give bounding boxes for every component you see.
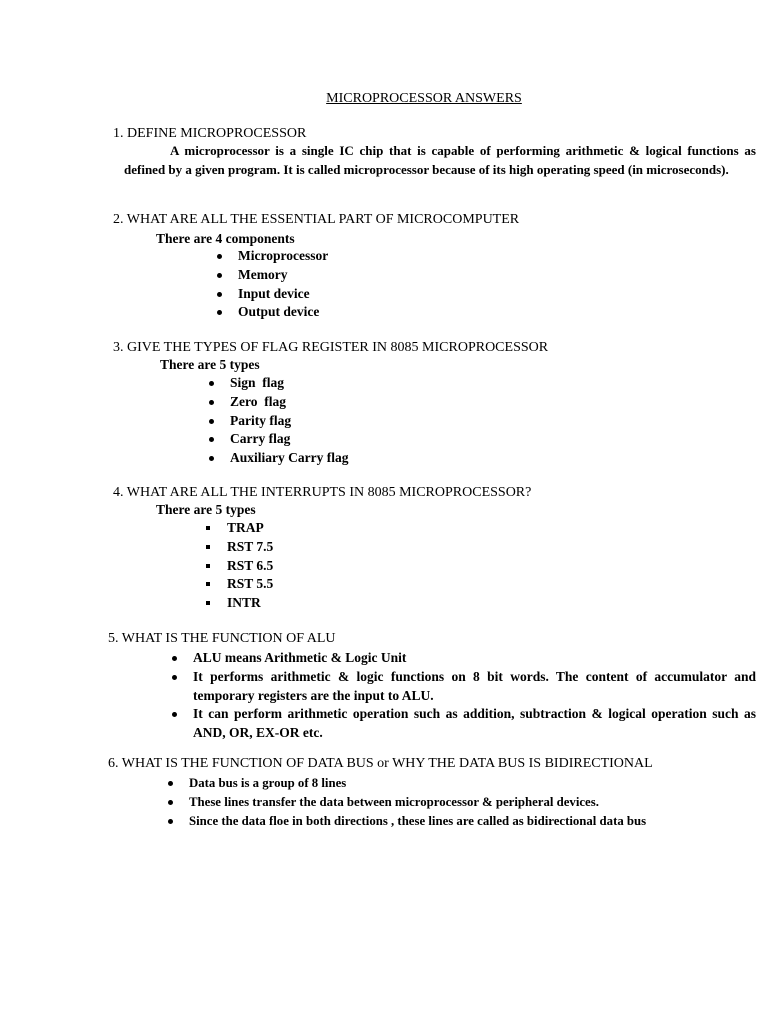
page-title: MICROPROCESSOR ANSWERS [326,91,522,106]
section-1-body [124,142,756,179]
section-3-intro [160,356,260,375]
list-item: RST 5.5 [227,575,273,594]
section-5-list [193,649,756,743]
list-item: Microprocessor [238,247,328,266]
section-intro: There are 5 types [156,502,256,517]
section-4-intro [156,501,256,520]
section-intro: There are 5 types [160,357,260,372]
list-item: Data bus is a group of 8 lines [189,774,759,793]
section-4-list [227,519,273,613]
alu-list [193,649,756,743]
list-item: Input device [238,285,328,304]
list-item: It performs arithmetic & logic functions on 8 bit words. The content of accumulator and temporary registers are the input to ALU. [193,668,756,706]
list-item: RST 6.5 [227,557,273,576]
section-heading: 1. DEFINE MICROPROCESSOR [113,126,307,141]
list-item: Zero flag [230,393,348,412]
section-heading: 3. GIVE THE TYPES OF FLAG REGISTER IN 8085 MICROPROCESSOR [113,340,549,355]
section-paragraph [124,142,756,179]
list-item: ALU means Arithmetic & Logic Unit [193,649,756,668]
list-item: Output device [238,303,328,322]
list-item: These lines transfer the data between microprocessor & peripheral devices. [189,793,759,812]
list-item: INTR [227,594,273,613]
section-2-list [238,247,328,322]
section-3 [113,339,548,357]
data-bus-list [189,774,759,830]
section-2-intro [156,230,295,249]
list-item: TRAP [227,519,273,538]
interrupt-list [227,519,273,613]
list-item: RST 7.5 [227,538,273,557]
section-6 [108,755,653,773]
section-5 [108,630,336,648]
section-heading: 5. WHAT IS THE FUNCTION OF ALU [108,631,336,646]
list-item: Sign flag [230,374,348,393]
section-2 [113,211,519,229]
section-1 [113,125,306,143]
section-6-list [189,774,759,830]
section-intro: There are 4 components [156,231,295,246]
section-heading: 6. WHAT IS THE FUNCTION OF DATA BUS or WHY THE DATA BUS IS BIDIRECTIONAL [108,756,653,771]
component-list [238,247,328,322]
section-4 [113,484,531,502]
list-item: Parity flag [230,412,348,431]
section-3-list [230,374,348,468]
list-item: Memory [238,266,328,285]
list-item: Auxiliary Carry flag [230,449,348,468]
section-heading: 4. WHAT ARE ALL THE INTERRUPTS IN 8085 MICROPROCESSOR? [113,485,532,500]
section-heading: 2. WHAT ARE ALL THE ESSENTIAL PART OF MICROCOMPUTER [113,212,520,227]
flag-list [230,374,348,468]
list-item: It can perform arithmetic operation such as addition, subtraction & logical operation such as AND, OR, EX-OR etc. [193,705,756,743]
list-item: Since the data floe in both directions , these lines are called as bidirectional data bus [189,812,759,831]
paragraph-text: A microprocessor is a single IC chip that is capable of performing arithmetic & logical functions as defined by a given program. It is called microprocessor because of its high operating speed (in microseconds). [124,143,756,177]
list-item: Carry flag [230,430,348,449]
